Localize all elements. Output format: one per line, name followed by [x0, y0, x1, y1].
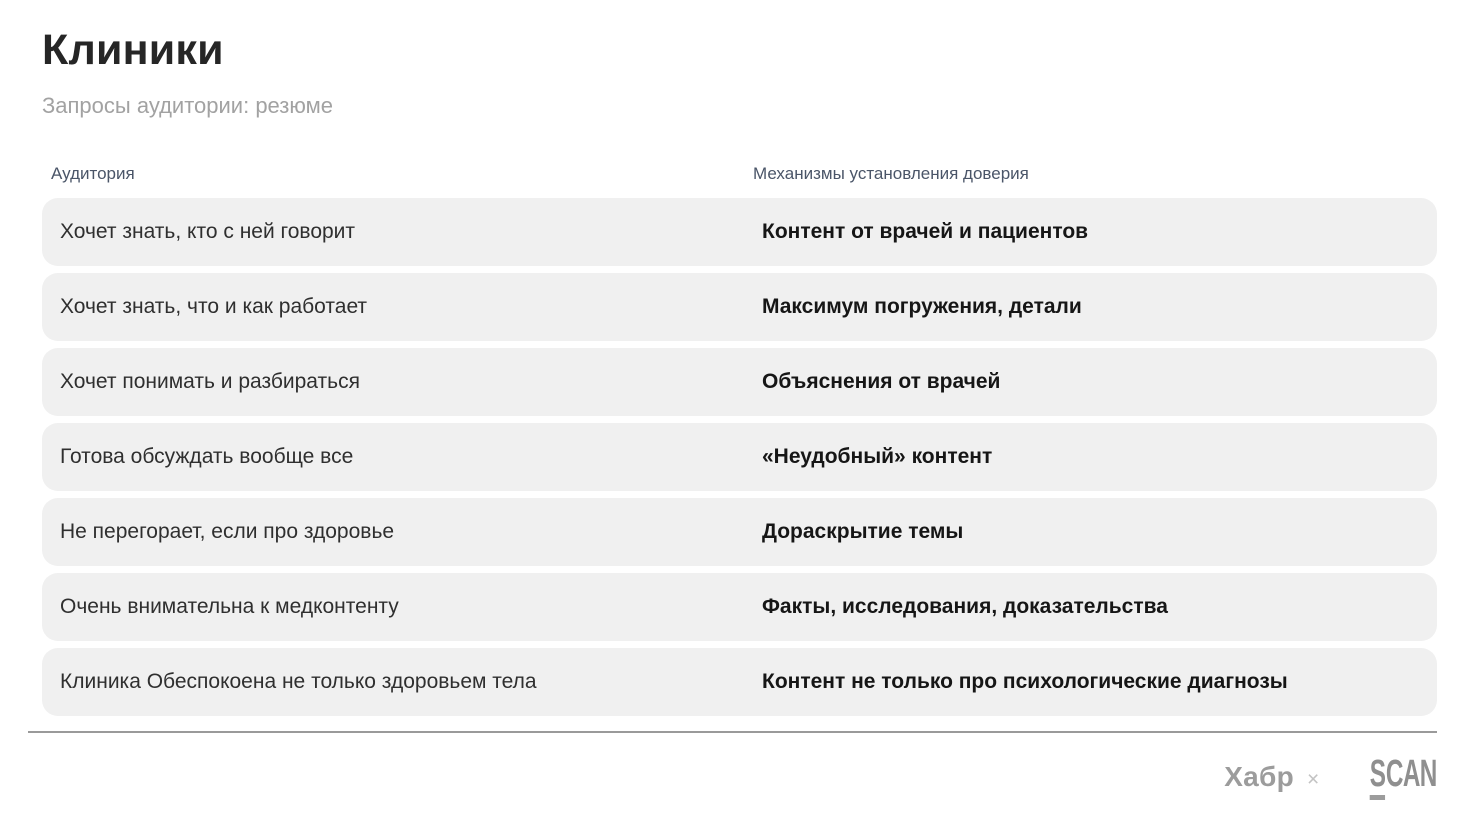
mechanism-cell: Объяснения от врачей: [762, 369, 1001, 393]
habr-logo: Хабр: [1224, 760, 1295, 792]
column-header-audience: Аудитория: [51, 163, 135, 183]
scan-logo-first-letter: S: [1370, 755, 1386, 800]
mechanism-cell: Факты, исследования, доказательства: [762, 594, 1168, 618]
mechanism-cell: Дораскрытие темы: [762, 519, 964, 543]
footer-brand: [0, 752, 1437, 800]
table-row: [42, 273, 1437, 341]
x-separator-icon: ×: [1307, 767, 1320, 791]
table-header: [51, 164, 1437, 184]
audience-table: [42, 198, 1437, 716]
audience-cell: Клиника Обеспокоена не только здоровьем тела: [60, 669, 537, 693]
column-header-mechanisms: Механизмы установления доверия: [753, 163, 1029, 183]
audience-cell: Хочет знать, что и как работает: [60, 294, 368, 318]
table-row: [42, 498, 1437, 566]
mechanism-cell: «Неудобный» контент: [762, 444, 993, 468]
audience-cell: Хочет знать, кто с ней говорит: [60, 219, 356, 243]
mechanism-cell: Контент от врачей и пациентов: [762, 219, 1089, 243]
audience-cell: Не перегорает, если про здоровье: [60, 519, 395, 543]
scan-logo-rest: CAN: [1386, 752, 1437, 795]
table-row: [42, 423, 1437, 491]
table-row: [42, 198, 1437, 266]
page-subtitle: Запросы аудитории: резюме: [42, 93, 334, 119]
scan-logo: [1370, 752, 1437, 800]
audience-cell: Очень внимательна к медконтенту: [60, 594, 399, 618]
audience-cell: Хочет понимать и разбираться: [60, 369, 360, 393]
mechanism-cell: Контент не только про психологические диагнозы: [762, 669, 1288, 693]
footer-divider: [28, 731, 1437, 733]
page-title: Клиники: [42, 26, 224, 74]
table-row: [42, 348, 1437, 416]
table-row: [42, 648, 1437, 716]
audience-cell: Готова обсуждать вообще все: [60, 444, 354, 468]
mechanism-cell: Максимум погружения, детали: [762, 294, 1082, 318]
table-row: [42, 573, 1437, 641]
